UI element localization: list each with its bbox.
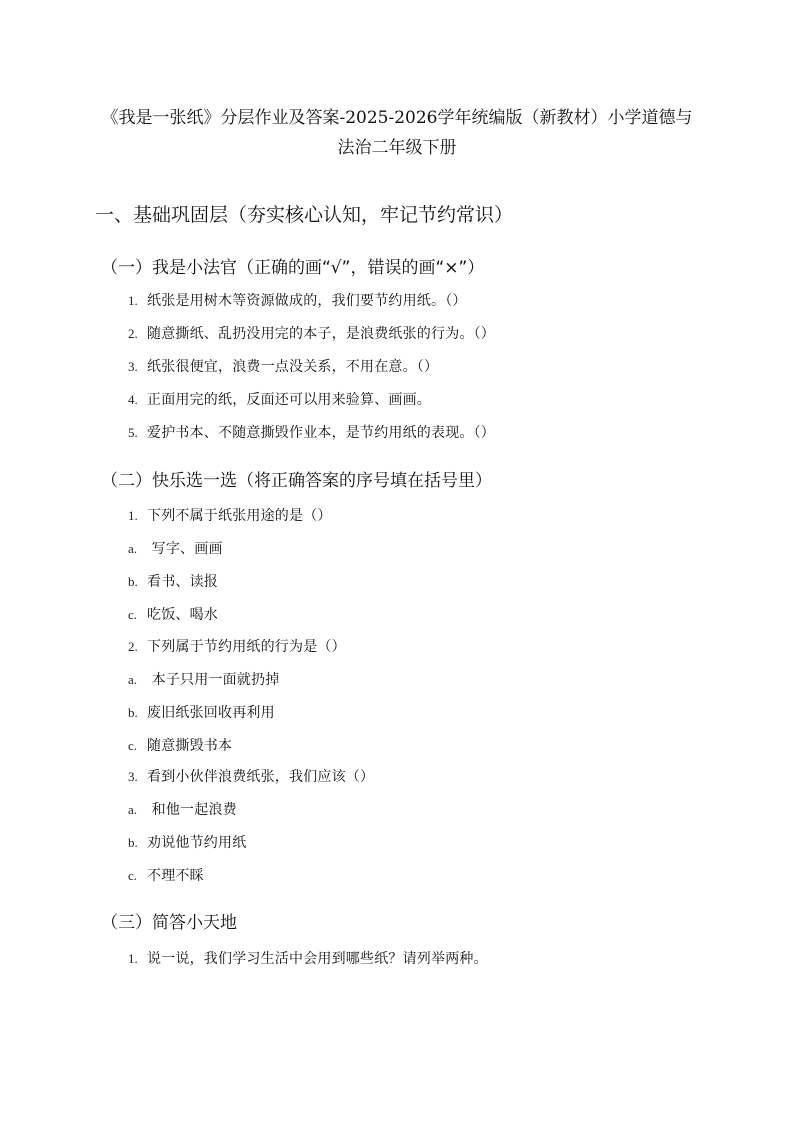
part-heading-judge: （一）我是小法官（正确的画“√”，错误的画“×”）: [101, 258, 485, 278]
question-text: 下列不属于纸张用途的是（）: [147, 508, 332, 524]
option-item: [128, 572, 218, 592]
list-item: [128, 390, 431, 410]
option-text: 看书、读报: [147, 574, 218, 590]
question-item: [128, 637, 346, 657]
option-label: a.: [128, 541, 138, 556]
option-item: [128, 605, 218, 625]
option-label: b.: [128, 835, 138, 850]
list-item: [128, 949, 488, 969]
list-item: [128, 324, 495, 344]
question-text: 看到小伙伴浪费纸张，我们应该（）: [147, 769, 375, 785]
item-text: 正面用完的纸，反面还可以用来验算、画画。: [147, 392, 431, 408]
question-item: [128, 767, 374, 787]
item-number: 1.: [128, 951, 138, 966]
part-heading-choice: （二）快乐选一选（将正确答案的序号填在括号里）: [101, 471, 492, 491]
option-item: [128, 703, 275, 723]
option-text: 不理不睬: [147, 868, 204, 884]
item-text: 随意撕纸、乱扔没用完的本子，是浪费纸张的行为。（）: [147, 326, 495, 342]
option-text: 随意撕毁书本: [147, 738, 233, 754]
part-heading-short-answer: （三）简答小天地: [101, 913, 237, 933]
option-item: [128, 670, 279, 690]
option-text: 劝说他节约用纸: [147, 835, 247, 851]
option-item: [128, 800, 237, 820]
option-label: c.: [128, 738, 138, 753]
item-number: 5.: [128, 425, 138, 440]
option-text: 废旧纸张回收再利用: [147, 705, 275, 721]
option-item: [128, 539, 223, 559]
question-text: 下列属于节约用纸的行为是（）: [147, 639, 346, 655]
item-text: 纸张很便宜，浪费一点没关系，不用在意。（）: [147, 359, 439, 375]
item-text: 爱护书本、不随意撕毁作业本，是节约用纸的表现。（）: [147, 425, 495, 441]
list-item: [128, 423, 495, 443]
option-text: 和他一起浪费: [147, 802, 237, 818]
option-text: 本子只用一面就扔掉: [147, 672, 280, 688]
option-label: b.: [128, 574, 138, 589]
list-item: [128, 291, 467, 311]
section-heading-basic: 一、基础巩固层（夯实核心认知，牢记节约常识）: [95, 204, 514, 226]
question-number: 1.: [128, 508, 138, 523]
option-label: c.: [128, 607, 138, 622]
item-text: 纸张是用树木等资源做成的，我们要节约用纸。（）: [147, 293, 467, 309]
option-item: [128, 736, 232, 756]
item-number: 4.: [128, 392, 138, 407]
option-label: a.: [128, 802, 138, 817]
item-number: 3.: [128, 359, 138, 374]
option-label: c.: [128, 868, 138, 883]
option-text: 吃饭、喝水: [147, 607, 218, 623]
option-text: 写字、画画: [147, 541, 223, 557]
option-item: [128, 866, 204, 886]
question-number: 2.: [128, 639, 138, 654]
option-item: [128, 833, 246, 853]
option-label: a.: [128, 672, 138, 687]
list-item: [128, 357, 438, 377]
question-item: [128, 506, 332, 526]
option-label: b.: [128, 705, 138, 720]
item-number: 1.: [128, 293, 138, 308]
question-number: 3.: [128, 769, 138, 784]
item-text: 说一说，我们学习生活中会用到哪些纸？请列举两种。: [147, 951, 488, 967]
document-title: 《我是一张纸》分层作业及答案-2025-2026学年统编版（新教材）小学道德与法治二年级下册: [101, 108, 693, 158]
item-number: 2.: [128, 326, 138, 341]
